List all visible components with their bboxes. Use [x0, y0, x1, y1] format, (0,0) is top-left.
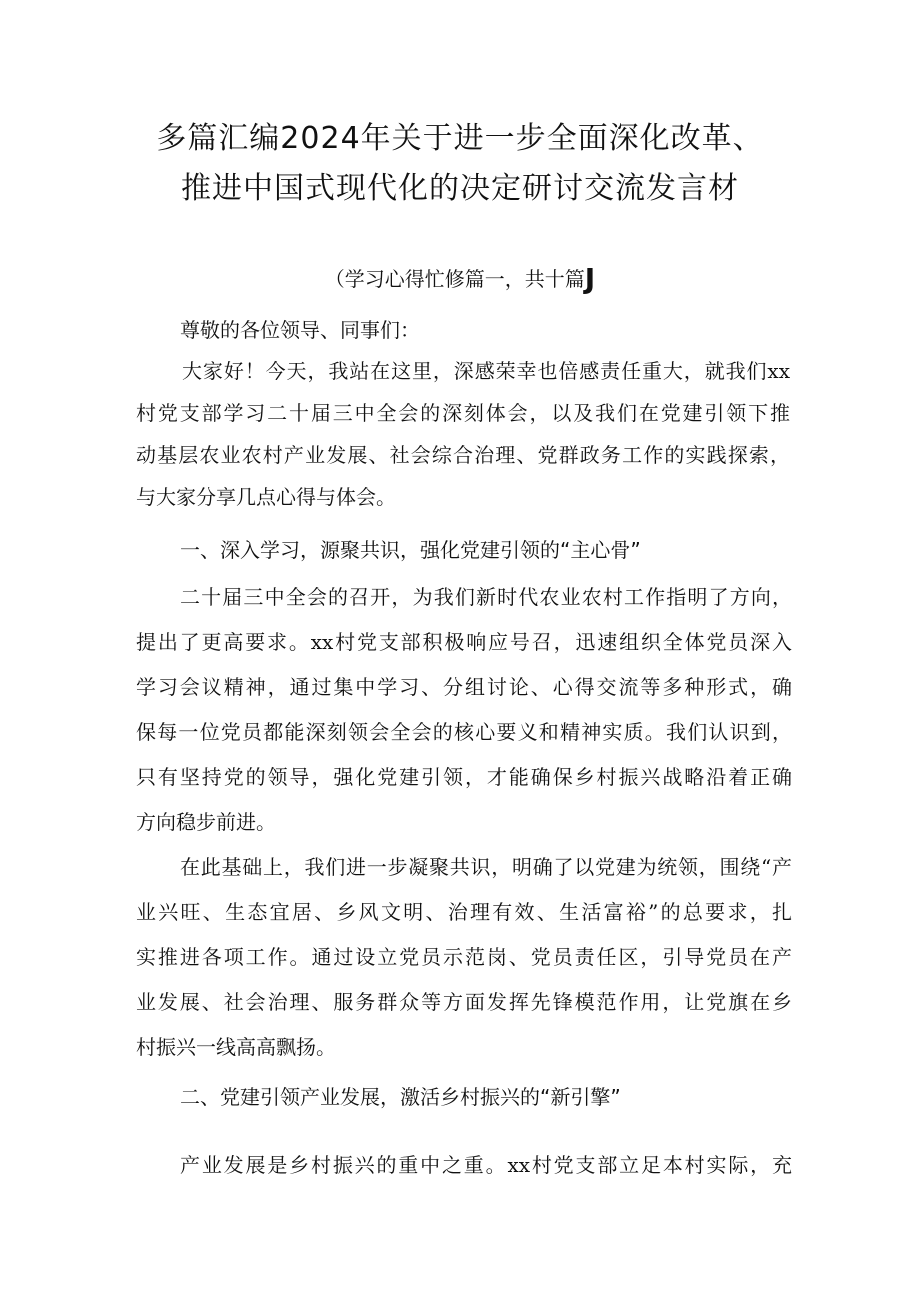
- paragraph-line: 业发展、社会治理、服务群众等方面发挥先锋模范作用，让党旗在乡: [136, 990, 792, 1014]
- section-heading-2: 二、党建引领产业发展，激活乡村振兴的“新引擎”: [180, 1085, 621, 1109]
- paragraph-line: 实推进各项工作。通过设立党员示范岗、党员责任区，引导党员在产: [136, 945, 792, 969]
- intro-line: 与大家分享几点心得与体会。: [136, 485, 396, 509]
- paragraph-line: 保每一位党员都能深刻领会全会的核心要义和精神实质。我们认识到，: [136, 720, 792, 744]
- document-subtitle: [60, 262, 860, 295]
- document-title-line-1: 多篇汇编2024年关于进一步全面深化改革、: [156, 121, 764, 156]
- paragraph-line: 在此基础上，我们进一步凝聚共识，明确了以党建为统领，围绕“产: [180, 855, 792, 879]
- intro-line: 大家好！今天，我站在这里，深感荣幸也倍感责任重大，就我们xx: [182, 359, 790, 383]
- intro-line: 动基层农业农村产业发展、社会综合治理、党群政务工作的实践探索，: [136, 443, 790, 467]
- paragraph-line: 业兴旺、生态宜居、乡风文明、治理有效、生活富裕”的总要求，扎: [136, 900, 792, 924]
- paragraph-line: 产业发展是乡村振兴的重中之重。xx村党支部立足本村实际，充: [180, 1153, 792, 1177]
- subtitle-mark: J: [584, 262, 596, 295]
- section-heading-1: 一、深入学习，源聚共识，强化党建引领的“主心骨”: [180, 538, 641, 562]
- salutation: 尊敬的各位领导、同事们：: [180, 318, 420, 342]
- subtitle-text: （学习心得忙修篇一，共十篇: [324, 267, 585, 291]
- paragraph-line: 提出了更高要求。xx村党支部积极响应号召，迅速组织全体党员深入: [136, 630, 792, 654]
- intro-line: 村党支部学习二十届三中全会的深刻体会，以及我们在党建引领下推: [136, 401, 790, 425]
- paragraph-line: 二十届三中全会的召开，为我们新时代农业农村工作指明了方向，: [180, 585, 792, 609]
- paragraph-line: 村振兴一线高高飘扬。: [136, 1035, 336, 1059]
- paragraph-line: 只有坚持党的领导，强化党建引领，才能确保乡村振兴战略沿着正确: [136, 765, 792, 789]
- paragraph-line: 学习会议精神，通过集中学习、分组讨论、心得交流等多种形式，确: [136, 675, 792, 699]
- paragraph-line: 方向稳步前进。: [136, 810, 276, 834]
- document-title-line-2: 推进中国式现代化的决定研讨交流发言材: [181, 171, 739, 206]
